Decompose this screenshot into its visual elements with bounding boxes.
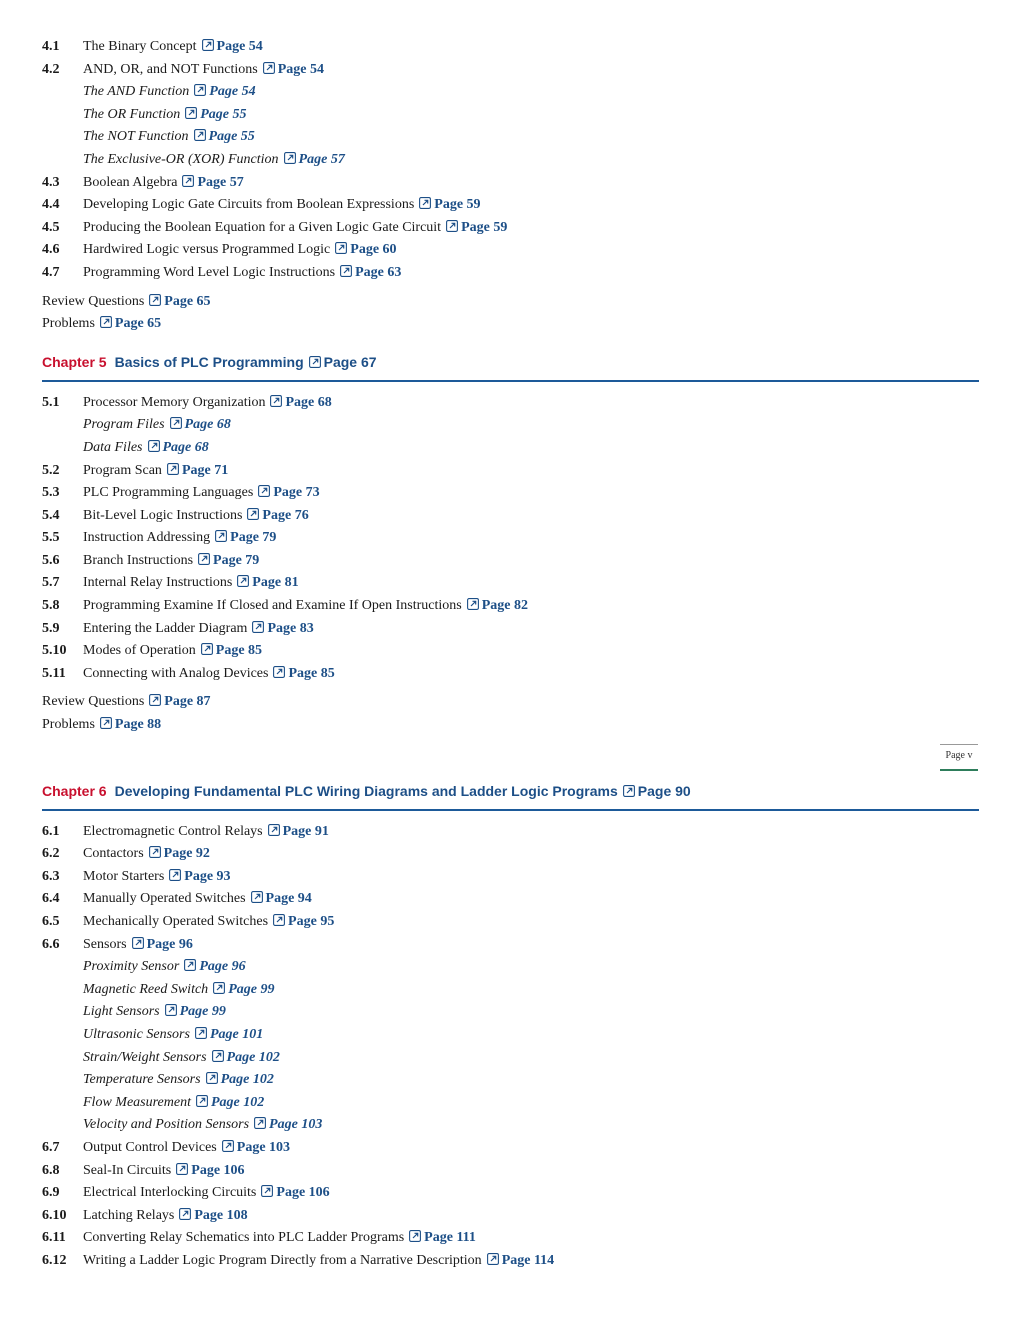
section-title[interactable]: [83, 36, 263, 59]
page-link[interactable]: Page 91: [282, 823, 329, 839]
toc-section[interactable]: [42, 527, 979, 550]
chapter-title[interactable]: Basics of PLC Programming: [114, 353, 304, 370]
page-link[interactable]: Page 65: [164, 293, 211, 309]
external-link-icon[interactable]: [335, 242, 347, 254]
external-link-icon[interactable]: [251, 891, 263, 903]
chapter-number: Chapter 6: [42, 782, 107, 799]
toc-section[interactable]: [42, 239, 979, 262]
toc-section[interactable]: [42, 392, 979, 415]
section-title[interactable]: [42, 714, 161, 737]
page-link[interactable]: Page 102: [220, 1072, 274, 1088]
chapter-rule: [42, 380, 979, 382]
section-title[interactable]: [83, 934, 193, 957]
section-title[interactable]: [83, 1250, 554, 1273]
section-number: 5.11: [42, 665, 66, 681]
toc-subsection[interactable]: [42, 1069, 979, 1092]
toc-section[interactable]: [42, 505, 979, 528]
page-link[interactable]: Page 99: [179, 1004, 226, 1020]
section-title-text: Program Files: [83, 417, 165, 433]
section-title-text: Boolean Algebra: [83, 174, 178, 190]
toc-subsection[interactable]: [42, 149, 979, 172]
section-title-text: Velocity and Position Sensors: [83, 1117, 250, 1133]
section-title-text: PLC Programming Languages: [83, 485, 254, 501]
page-link[interactable]: Page 81: [252, 575, 299, 591]
page-link[interactable]: Page 55: [208, 129, 255, 145]
section-title-text: The OR Function: [83, 106, 181, 122]
section-title-text: Contactors: [83, 846, 144, 862]
section-title-text: Problems: [42, 316, 95, 332]
external-link-icon[interactable]: [467, 598, 479, 610]
section-title[interactable]: [42, 691, 211, 714]
page-link[interactable]: Page 68: [162, 439, 209, 455]
external-link-icon[interactable]: [169, 869, 181, 881]
section-title-text: Mechanically Operated Switches: [83, 914, 269, 929]
external-link-icon[interactable]: [182, 175, 194, 187]
page-link[interactable]: Page 68: [184, 417, 231, 433]
section-title[interactable]: [83, 1114, 322, 1137]
toc-subsection[interactable]: [42, 1047, 979, 1070]
toc-section[interactable]: [42, 1250, 979, 1273]
page-link[interactable]: Page 102: [210, 1094, 265, 1110]
page-link[interactable]: Page 102: [226, 1049, 280, 1065]
external-link-icon[interactable]: [237, 575, 249, 587]
page-link[interactable]: Page 82: [481, 598, 528, 614]
section-number: 6.3: [42, 868, 60, 884]
section-title-text: The AND Function: [83, 84, 190, 100]
section-title-text: Strain/Weight Sensors: [83, 1049, 207, 1065]
external-link-icon[interactable]: [201, 643, 213, 655]
toc-section[interactable]: [42, 1227, 979, 1250]
toc-subsection[interactable]: [42, 1024, 979, 1047]
section-number: 5.3: [42, 485, 60, 501]
external-link-icon[interactable]: [446, 220, 458, 232]
section-title-text: Bit-Level Logic Instructions: [83, 507, 243, 523]
page-link[interactable]: Page 83: [267, 620, 314, 636]
section-title[interactable]: [83, 1024, 263, 1047]
section-number: 6.9: [42, 1185, 60, 1201]
external-link-icon[interactable]: [100, 717, 112, 729]
section-title[interactable]: [83, 979, 274, 1002]
page-link[interactable]: Page 96: [146, 936, 193, 952]
section-title[interactable]: [83, 888, 312, 911]
section-title-text: Proximity Sensor: [83, 959, 180, 975]
section-title[interactable]: [83, 843, 210, 866]
toc-section[interactable]: [42, 172, 979, 195]
toc-section[interactable]: [42, 618, 979, 641]
section-title[interactable]: [83, 437, 209, 460]
section-number: 5.4: [42, 507, 60, 523]
section-title-text: Writing a Ladder Logic Program Directly from a Narrative Description: [83, 1252, 482, 1268]
external-link-icon[interactable]: [179, 1208, 191, 1220]
external-link-icon[interactable]: [170, 417, 182, 429]
section-title[interactable]: [83, 482, 320, 505]
page-link[interactable]: Page 114: [501, 1252, 555, 1268]
external-link-icon[interactable]: [148, 440, 160, 452]
section-title-text: Seal-In Circuits: [83, 1162, 172, 1178]
section-title[interactable]: [83, 911, 334, 934]
section-title[interactable]: [83, 1227, 476, 1250]
external-link-icon[interactable]: [185, 107, 197, 119]
section-title-text: Internal Relay Instructions: [83, 575, 233, 591]
toc-section[interactable]: [42, 550, 979, 573]
section-title-text: Processor Memory Organization: [83, 394, 266, 410]
section-title-text: Programming Examine If Closed and Examine If Open Instructions: [83, 598, 462, 614]
page-link[interactable]: Page 54: [209, 84, 256, 100]
section-title-text: Light Sensors: [83, 1004, 160, 1020]
page-link[interactable]: Page 63: [355, 264, 402, 280]
page-link[interactable]: Page 76: [262, 507, 309, 523]
page-link[interactable]: Page 67: [323, 353, 377, 370]
external-link-icon[interactable]: [100, 316, 112, 328]
section-number: 6.1: [42, 823, 60, 839]
section-title[interactable]: [83, 392, 332, 415]
section-title[interactable]: [83, 1160, 245, 1183]
external-link-icon[interactable]: [195, 1027, 207, 1039]
page-link[interactable]: Page 88: [114, 717, 162, 733]
toc-section[interactable]: [42, 663, 979, 686]
toc-section[interactable]: [42, 843, 979, 866]
page-link[interactable]: Page 94: [265, 891, 312, 907]
external-link-icon[interactable]: [419, 197, 431, 209]
section-title-text: Developing Logic Gate Circuits from Boolean Expressions: [83, 197, 415, 213]
section-title-text: Hardwired Logic versus Programmed Logic: [83, 242, 331, 258]
page-link[interactable]: Page 103: [269, 1117, 323, 1133]
toc-end-item[interactable]: [42, 714, 979, 737]
section-title[interactable]: [83, 172, 244, 195]
page-link[interactable]: Page 111: [424, 1230, 476, 1246]
external-link-icon[interactable]: [409, 1230, 421, 1242]
section-title-text: Electrical Interlocking Circuits: [83, 1185, 257, 1201]
toc-section[interactable]: [42, 821, 979, 844]
external-link-icon[interactable]: [176, 1163, 188, 1175]
external-link-icon[interactable]: [263, 62, 275, 74]
page-link[interactable]: Page 85: [215, 643, 263, 659]
section-title-text: Electromagnetic Control Relays: [83, 823, 263, 839]
chapter-title[interactable]: Developing Fundamental PLC Wiring Diagrams and Ladder Logic Programs: [114, 782, 618, 799]
toc-subsection[interactable]: [42, 104, 979, 127]
toc-section[interactable]: [42, 1205, 979, 1228]
section-number: 5.6: [42, 552, 60, 568]
section-title-text: Sensors: [83, 936, 127, 952]
external-link-icon[interactable]: [194, 84, 206, 96]
section-title-text: Connecting with Analog Devices: [83, 665, 269, 681]
section-title-text: Converting Relay Schematics into PLC Ladder Programs: [83, 1230, 405, 1246]
external-link-icon[interactable]: [252, 621, 264, 633]
section-title[interactable]: [83, 414, 231, 437]
external-link-icon[interactable]: [213, 982, 225, 994]
section-title-text: Programming Word Level Logic Instructions: [83, 264, 336, 280]
section-title[interactable]: [83, 550, 259, 573]
page-link[interactable]: Page 106: [276, 1185, 330, 1201]
section-title[interactable]: [83, 527, 276, 550]
page-link[interactable]: Page 106: [191, 1162, 245, 1178]
section-title[interactable]: [83, 1047, 280, 1070]
page-link[interactable]: Page 57: [298, 151, 345, 167]
external-link-icon[interactable]: [273, 914, 285, 926]
page-link[interactable]: Page 108: [194, 1207, 248, 1223]
page-link[interactable]: Page 59: [461, 219, 508, 235]
section-title-text: Entering the Ladder Diagram: [83, 620, 248, 636]
section-number: 6.6: [42, 936, 60, 952]
external-link-icon[interactable]: [222, 1140, 234, 1152]
page-link[interactable]: Page 73: [273, 485, 320, 501]
section-title-text: Magnetic Reed Switch: [83, 981, 209, 997]
page-link[interactable]: Page 79: [230, 530, 277, 546]
page-link[interactable]: Page 93: [184, 868, 231, 884]
toc-section[interactable]: [42, 59, 979, 82]
toc-section[interactable]: [42, 1160, 979, 1183]
section-number: 5.10: [42, 643, 67, 659]
page-link[interactable]: Page 55: [200, 106, 247, 122]
toc-section[interactable]: [42, 36, 979, 59]
toc-subsection[interactable]: [42, 414, 979, 437]
section-number: 6.11: [42, 1230, 66, 1246]
external-link-icon[interactable]: [184, 959, 196, 971]
section-title[interactable]: [83, 866, 231, 889]
toc-section[interactable]: [42, 911, 979, 934]
page-link[interactable]: Page 99: [228, 981, 275, 997]
section-number: 6.5: [42, 914, 60, 929]
section-number: 6.2: [42, 846, 60, 862]
section-title[interactable]: [83, 262, 401, 285]
toc-section[interactable]: [42, 888, 979, 911]
external-link-icon[interactable]: [309, 356, 321, 368]
toc-section[interactable]: [42, 1137, 979, 1160]
section-title-text: Instruction Addressing: [83, 530, 211, 546]
external-link-icon[interactable]: [212, 1050, 224, 1062]
section-title-text: Program Scan: [83, 462, 162, 478]
page-link[interactable]: Page 71: [181, 462, 229, 478]
section-number: 4.1: [42, 39, 60, 54]
section-title[interactable]: [83, 460, 228, 483]
section-title[interactable]: [83, 595, 528, 618]
toc-subsection[interactable]: [42, 1001, 979, 1024]
toc-subsection[interactable]: [42, 1092, 979, 1115]
section-number: 6.7: [42, 1139, 60, 1155]
section-title-text: Review Questions: [42, 694, 145, 710]
section-title[interactable]: [83, 1205, 248, 1228]
section-title-text: Problems: [42, 717, 95, 733]
external-link-icon[interactable]: [149, 294, 161, 306]
toc-section[interactable]: [42, 262, 979, 285]
section-title-text: Branch Instructions: [83, 552, 194, 568]
section-number: 5.7: [42, 575, 60, 591]
section-title[interactable]: [83, 1137, 290, 1160]
section-title-text: Producing the Boolean Equation for a Given Logic Gate Circuit: [83, 219, 442, 235]
external-link-icon[interactable]: [623, 785, 635, 797]
section-title-text: Manually Operated Switches: [83, 891, 246, 907]
page-link[interactable]: Page 96: [199, 959, 246, 975]
page-link[interactable]: Page 85: [288, 665, 335, 681]
toc-end-item[interactable]: [42, 691, 979, 714]
toc-subsection[interactable]: [42, 956, 979, 979]
section-title[interactable]: [83, 821, 329, 844]
external-link-icon[interactable]: [273, 666, 285, 678]
section-title[interactable]: [83, 1182, 330, 1205]
toc-subsection[interactable]: [42, 1114, 979, 1137]
page-link[interactable]: Page 87: [164, 694, 211, 710]
page-link[interactable]: Page 68: [285, 394, 332, 410]
section-title[interactable]: [83, 59, 324, 82]
section-title-text: The NOT Function: [83, 129, 189, 145]
external-link-icon[interactable]: [206, 1072, 218, 1084]
section-title[interactable]: [83, 1069, 274, 1092]
external-link-icon[interactable]: [254, 1117, 266, 1129]
external-link-icon[interactable]: [284, 152, 296, 164]
section-number: 4.3: [42, 174, 60, 190]
section-title-text: Ultrasonic Sensors: [83, 1026, 190, 1042]
section-title-text: Motor Starters: [83, 868, 165, 884]
section-title[interactable]: [42, 313, 161, 336]
section-number: 4.5: [42, 219, 60, 235]
section-title[interactable]: [83, 572, 299, 595]
section-number: 6.12: [42, 1252, 67, 1268]
section-title[interactable]: [83, 126, 255, 149]
section-title-text: Flow Measurement: [83, 1094, 191, 1110]
external-link-icon[interactable]: [258, 485, 270, 497]
section-number: 6.4: [42, 891, 60, 907]
section-number: 6.10: [42, 1207, 67, 1223]
section-number: 5.8: [42, 598, 60, 614]
toc-end-item[interactable]: [42, 313, 979, 336]
section-title[interactable]: [83, 194, 481, 217]
section-title[interactable]: [83, 956, 246, 979]
section-title-text: Output Control Devices: [83, 1139, 217, 1155]
section-title[interactable]: [42, 291, 211, 314]
toc-section[interactable]: [42, 866, 979, 889]
toc-subsection[interactable]: [42, 81, 979, 104]
toc-end-item[interactable]: [42, 291, 979, 314]
toc-section[interactable]: [42, 572, 979, 595]
external-link-icon[interactable]: [194, 129, 206, 141]
external-link-icon[interactable]: [149, 694, 161, 706]
section-number: 6.8: [42, 1162, 60, 1178]
external-link-icon[interactable]: [149, 846, 161, 858]
page-link[interactable]: Page 54: [277, 61, 325, 77]
toc-section[interactable]: [42, 482, 979, 505]
toc-section[interactable]: [42, 194, 979, 217]
toc-subsection[interactable]: [42, 437, 979, 460]
section-title[interactable]: [83, 217, 507, 240]
chapter-number: Chapter 5: [42, 353, 107, 370]
external-link-icon[interactable]: [340, 265, 352, 277]
section-title[interactable]: [83, 505, 309, 528]
section-number: 4.4: [42, 197, 60, 213]
external-link-icon[interactable]: [261, 1185, 273, 1197]
toc-subsection[interactable]: [42, 126, 979, 149]
section-number: 5.5: [42, 530, 60, 546]
external-link-icon[interactable]: [198, 553, 210, 565]
toc-section[interactable]: [42, 217, 979, 240]
section-title-text: The Exclusive-OR (XOR) Function: [83, 151, 279, 167]
section-number: 4.2: [42, 61, 60, 77]
page-link[interactable]: Page 103: [236, 1139, 291, 1155]
toc-section[interactable]: [42, 1182, 979, 1205]
section-number: 5.9: [42, 620, 60, 636]
external-link-icon[interactable]: [215, 530, 227, 542]
external-link-icon[interactable]: [270, 395, 282, 407]
section-title-text: The Binary Concept: [83, 39, 197, 54]
section-title-text: Review Questions: [42, 293, 145, 309]
section-title-text: Data Files: [83, 439, 143, 455]
page-link[interactable]: Page 90: [637, 782, 691, 799]
page-link[interactable]: Page 60: [350, 242, 397, 258]
chapter-heading: [42, 775, 979, 807]
external-link-icon[interactable]: [167, 463, 179, 475]
section-title[interactable]: [83, 149, 345, 172]
page-link[interactable]: Page 79: [213, 552, 260, 568]
section-title[interactable]: [83, 663, 335, 686]
section-title-text: Temperature Sensors: [83, 1072, 201, 1088]
page-link[interactable]: Page 65: [114, 316, 162, 332]
page-link[interactable]: Page 54: [216, 39, 263, 54]
toc-section[interactable]: [42, 640, 979, 663]
section-title[interactable]: [83, 640, 262, 663]
external-link-icon[interactable]: [202, 39, 214, 51]
section-title[interactable]: [83, 239, 397, 262]
section-number: 5.1: [42, 394, 60, 410]
section-title-text: AND, OR, and NOT Functions: [83, 61, 258, 77]
section-title[interactable]: [83, 104, 246, 127]
external-link-icon[interactable]: [132, 937, 144, 949]
section-title[interactable]: [83, 1092, 264, 1115]
toc-section[interactable]: [42, 595, 979, 618]
section-title-text: Modes of Operation: [83, 643, 196, 659]
page-marker: Page v: [940, 744, 978, 771]
section-title[interactable]: [83, 81, 256, 104]
chapter-rule: [42, 809, 979, 811]
external-link-icon[interactable]: [487, 1253, 499, 1265]
page-link[interactable]: Page 57: [197, 174, 244, 190]
external-link-icon[interactable]: [247, 508, 259, 520]
external-link-icon[interactable]: [268, 824, 280, 836]
section-title-text: Latching Relays: [83, 1207, 175, 1223]
page-link[interactable]: Page 92: [163, 846, 210, 862]
external-link-icon[interactable]: [165, 1004, 177, 1016]
section-number: 4.6: [42, 242, 60, 258]
page-link[interactable]: Page 95: [288, 914, 335, 929]
section-number: 5.2: [42, 462, 60, 478]
toc-section[interactable]: [42, 460, 979, 483]
toc-subsection[interactable]: [42, 979, 979, 1002]
section-number: 4.7: [42, 264, 60, 280]
page-link[interactable]: Page 101: [209, 1026, 264, 1042]
section-title[interactable]: [83, 1001, 226, 1024]
external-link-icon[interactable]: [196, 1095, 208, 1107]
chapter-heading: [42, 346, 979, 378]
page-link[interactable]: Page 59: [434, 197, 481, 213]
section-title[interactable]: [83, 618, 314, 641]
toc-section[interactable]: [42, 934, 979, 957]
table-of-contents: [42, 36, 979, 1273]
